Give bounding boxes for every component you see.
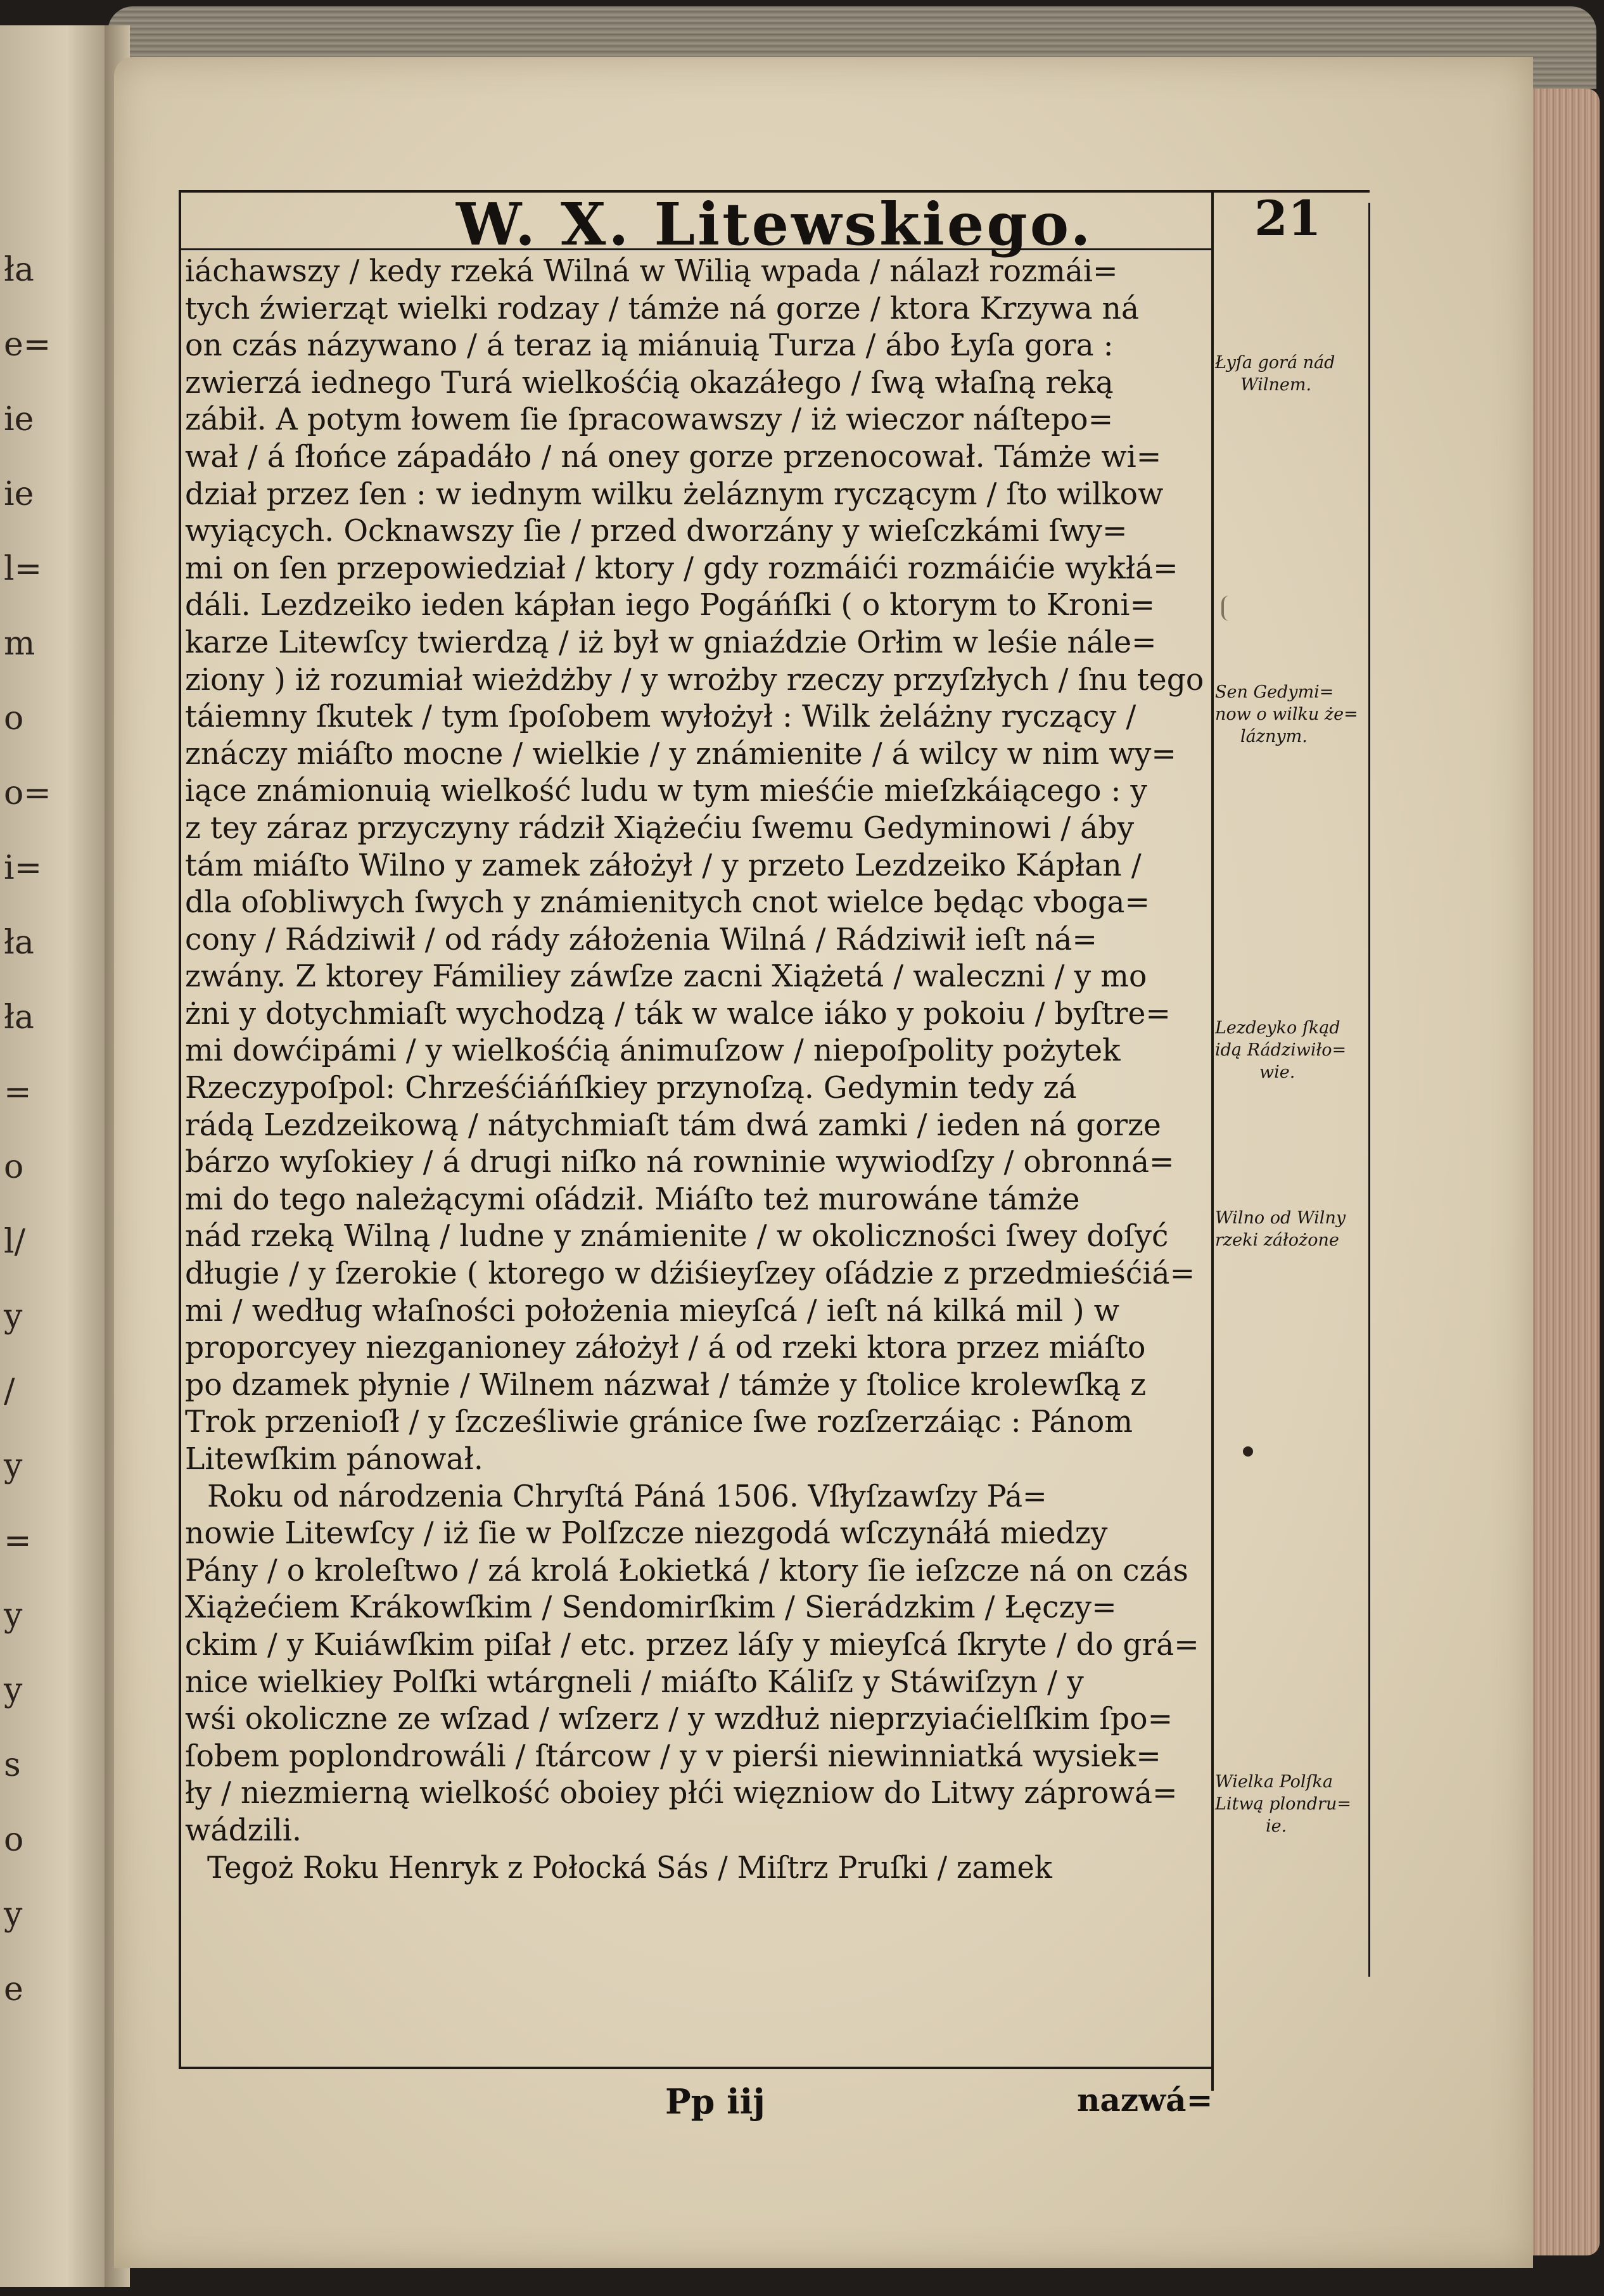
left-page-fragment: o=: [4, 774, 51, 812]
text-line: znáczy miáſto mocne / wielkie / y známienite / á wilcy w nim wy=: [185, 736, 1176, 772]
text-line: bárzo wyſokiey / á drugi niſko ná rowninie wywiodſzy / obronná=: [185, 1145, 1174, 1180]
text-line: dáli. Lezdzeiko ieden kápłan iego Pogáńſki ( o ktorym to Kroni=: [185, 588, 1155, 623]
text-line: iáchawszy / kedy rzeká Wilná w Wilią wpada / nálazł rozmái=: [185, 254, 1118, 289]
text-line: nice wielkiey Polſki wtárgneli / miáſto Káliſz y Stáwiſzyn / y: [185, 1664, 1084, 1700]
text-line: zábił. A potym łowem ſie ſpracowawszy / iż wieczor náſtepo=: [185, 402, 1114, 438]
text-line: Tegoż Roku Henryk z Połocká Sás / Miſtrz Pruſki / zamek: [207, 1850, 1052, 1885]
margin-note-line: Lezdeyko ſkąd: [1215, 1018, 1340, 1038]
page-number: 21: [1254, 190, 1321, 246]
text-line: tych źwierząt wielki rodzay / támże ná gorze / ktora Krzywa ná: [185, 291, 1140, 326]
text-line: cony / Rádziwił / od rády záłożenia Wilná / Rádziwił ieſt ná=: [185, 922, 1097, 957]
left-page-fragment: ie: [4, 475, 34, 513]
left-page-fragment: i=: [4, 849, 42, 887]
margin-note-line: láznym.: [1240, 727, 1308, 746]
left-page-fragment: o: [4, 1148, 24, 1186]
margin-note-line: ie.: [1266, 1816, 1287, 1836]
text-line: wyiących. Ocknawszy ſie / przed dworzány y wieſczkámi ſwy=: [185, 514, 1128, 549]
margin-note-line: now o wilku że=: [1215, 705, 1358, 724]
text-line: mi dowćipámi / y wielkośćią ánimuſzow / niepoſpolity pożytek: [185, 1033, 1121, 1069]
text-line: żni y dotychmiaſt wychodzą / ták w walce iáko y pokoiu / byſtre=: [185, 996, 1171, 1031]
margin-note-wielka-polska: [1215, 1771, 1373, 1837]
signature-mark: Pp iij: [665, 2081, 765, 2122]
left-page-fragment: =: [4, 1073, 32, 1111]
margin-note-line: Wilnem.: [1240, 375, 1312, 395]
frame-rule-bottom: [179, 2067, 1213, 2069]
text-line: rádą Lezdzeikową / nátychmiaſt tám dwá zamki / ieden ná gorze: [185, 1107, 1161, 1143]
left-page-fragment: e=: [4, 326, 51, 364]
text-line: táiemny ſkutek / tym ſpoſobem wyłożył : Wilk żeláżny ryczący /: [185, 699, 1136, 735]
left-page-fragment: ła: [4, 251, 34, 289]
text-line: po dzamek płynie / Wilnem názwał / támże y ſtolice krolewſką z: [185, 1367, 1147, 1403]
text-line: dla oſobliwych ſwych y známienitych cnot wielce będąc vboga=: [185, 885, 1150, 921]
text-line: wádzili.: [185, 1813, 302, 1848]
text-line: Rzeczypoſpol: Chrześćiáńſkiey przynoſzą. Gedymin tedy zá: [185, 1071, 1077, 1106]
catchword: nazwá=: [1077, 2081, 1213, 2119]
margin-note-line: Sen Gedymi=: [1215, 682, 1334, 702]
text-line: nowie Litewſcy / iż ſie w Polſzcze niezgodá wſczynáłá miedzy: [185, 1516, 1108, 1552]
text-line: Pány / o kroleſtwo / zá krolá Łokietká / ktory ſie ieſzcze ná on czás: [185, 1553, 1188, 1588]
text-line: wśi okoliczne ze wſzad / wſzerz / y wzdłuż nieprzyiaćielſkim ſpo=: [185, 1702, 1173, 1737]
left-page-fragment: l=: [4, 550, 42, 588]
left-page-fragment: y: [4, 1597, 23, 1635]
left-page-fragment: m: [4, 625, 35, 663]
text-line: tám miáſto Wilno y zamek záłożył / y przeto Lezdzeiko Kápłan /: [185, 848, 1142, 883]
left-page-fragment: y: [4, 1298, 23, 1336]
left-page-edge: [0, 25, 111, 2287]
text-line: dział przez ſen : w iednym wilku żeláznym ryczącym / ſto wilkow: [185, 476, 1164, 512]
text-line: z tey záraz przyczyny rádził Xiążećiu ſwemu Gedyminowi / áby: [185, 810, 1135, 846]
text-line: mi do tego należącymi oſádził. Miáſto też murowáne támże: [185, 1182, 1080, 1217]
left-page-fragment: /: [4, 1372, 15, 1410]
ink-mark: [1221, 596, 1238, 621]
text-line: proporcyey niezganioney záłożył / á od rzeki ktora przez miáſto: [185, 1330, 1146, 1366]
body-text: [185, 253, 1214, 1887]
text-line: zwány. Z ktorey Fámiliey záwſze zacni Xiążetá / waleczni / y mo: [185, 959, 1147, 995]
text-line: on czás názywano / á teraz ią miánuią Turza / ábo Łyſa gora :: [185, 328, 1114, 364]
book-fore-edge: [1530, 89, 1600, 2255]
left-page-fragment: y: [4, 1447, 23, 1485]
left-page-fragment: y: [4, 1671, 23, 1709]
left-page-fragment: l/: [4, 1223, 26, 1261]
margin-note-line: rzeki záłożone: [1215, 1230, 1339, 1250]
left-page-fragment: e: [4, 1970, 23, 2008]
margin-note-line: Łyſa gorá nád: [1215, 353, 1335, 373]
text-line: iące známionuią wielkość ludu w tym mieśćie mieſzkáiącego : y: [185, 774, 1148, 809]
left-page-fragment: s: [4, 1746, 21, 1784]
text-line: wał / á ſłońce západáło / ná oney gorze przenocował. Támże wi=: [185, 439, 1162, 475]
left-page-fragment: ie: [4, 400, 34, 438]
margin-note-wilno: [1215, 1207, 1373, 1251]
text-line: nád rzeką Wilną / ludne y známienite / w okoliczności ſwey doſyć: [185, 1219, 1169, 1254]
text-line: karze Litewſcy twierdzą / iż był w gniaździe Orłim w leśie nále=: [185, 625, 1157, 660]
margin-note-line: Litwą plondru=: [1215, 1794, 1351, 1814]
text-line: Trok przenioſł / y ſzcześliwie gránice ſwe rozſzerzáiąc : Pánom: [185, 1405, 1133, 1440]
text-line: ſobem poplondrowáli / ſtárcow / y v pierśi niewinniatká wysiek=: [185, 1738, 1161, 1774]
margin-note-lysa-gora: [1215, 352, 1373, 396]
frame-rule-right: [1368, 203, 1370, 1977]
ink-dot: [1243, 1446, 1253, 1457]
text-line: mi on ſen przepowiedział / ktory / gdy rozmáići rozmáićie wykłá=: [185, 551, 1178, 586]
frame-rule-left: [179, 190, 181, 2069]
left-page-fragment: ła: [4, 924, 34, 962]
text-line: mi / według właſności położenia mieyſcá / ieſt ná kilká mil ) w: [185, 1293, 1120, 1329]
text-line: Litewſkim pánował.: [185, 1442, 483, 1477]
left-page-fragment: o: [4, 1821, 24, 1859]
margin-note-sen-gedymina: [1215, 681, 1373, 748]
left-page-fragment: o: [4, 699, 24, 737]
running-title: W. X. Litewskiego.: [456, 190, 1093, 258]
left-page-fragment: ła: [4, 998, 34, 1036]
text-line: zwierzá iednego Turá wielkośćią okazáłego / ſwą właſną reką: [185, 365, 1114, 400]
text-line: ckim / y Kuiáwſkim piſał / etc. przez láſy y mieyſcá ſkryte / do grá=: [185, 1627, 1199, 1662]
text-line: ziony ) iż rozumiał wieżdżby / y wrożby rzeczy przyſzłych / ſnu tego: [185, 662, 1204, 698]
margin-note-lezdeyko: [1215, 1017, 1373, 1083]
text-line: długie / y ſzerokie ( ktorego w dźiśieyſzey oſádzie z przedmieśćiá=: [185, 1256, 1195, 1292]
margin-note-line: Wilno od Wilny: [1215, 1208, 1346, 1228]
text-line: ły / niezmierną wielkość oboiey płći więzniow do Litwy záprowá=: [185, 1776, 1178, 1811]
text-line: Xiążećiem Krákowſkim / Sendomirſkim / Sierádzkim / Łęczy=: [185, 1590, 1117, 1626]
margin-note-line: wie.: [1259, 1062, 1295, 1082]
margin-note-line: Wielka Polſka: [1215, 1772, 1333, 1792]
text-line: Roku od národzenia Chryſtá Páná 1506. Vſłyſzawſzy Pá=: [207, 1479, 1047, 1514]
left-page-fragment: =: [4, 1522, 32, 1560]
left-page-fragment: y: [4, 1896, 23, 1934]
margin-note-line: idą Rádziwiło=: [1215, 1040, 1347, 1060]
